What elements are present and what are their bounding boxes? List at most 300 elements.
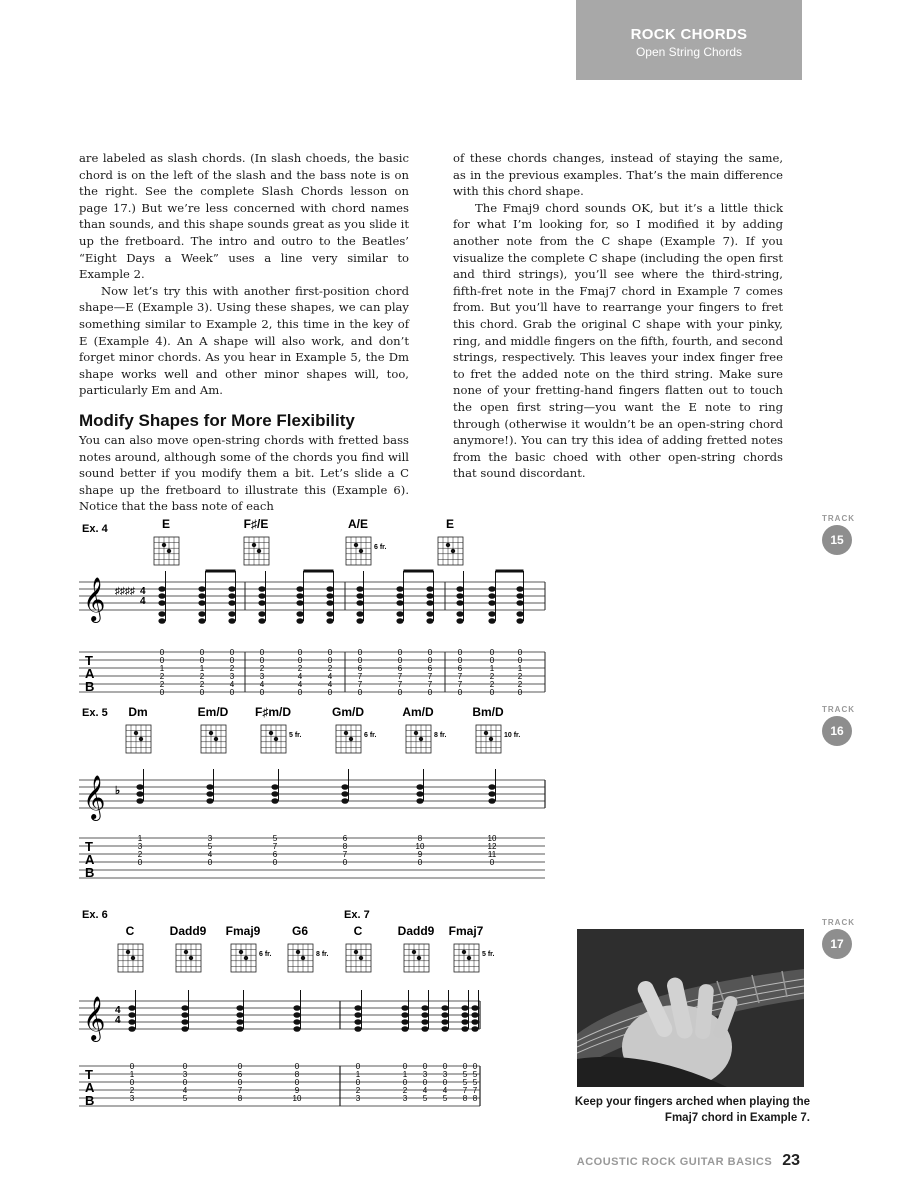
chord-grid <box>176 944 201 972</box>
notehead <box>461 1026 468 1032</box>
notehead <box>441 1005 448 1011</box>
chord-name: A/E <box>347 517 369 531</box>
tab-number: 0 <box>207 858 213 867</box>
notehead <box>441 1019 448 1025</box>
notehead <box>296 593 303 599</box>
tab-number: 0 <box>442 1078 448 1087</box>
tab-number: 2 <box>355 1086 361 1095</box>
chord-dot <box>209 731 213 735</box>
tab-number: 0 <box>422 1078 428 1087</box>
right-column <box>453 150 783 482</box>
fret-label: 8 fr. <box>316 951 329 958</box>
tab-number: 4 <box>207 850 213 859</box>
left-paragraph-3: You can also move open-string chords with fretted bass notes around, although some of the chords you find will sound better if you modify them a bit. Let’s slide a C shape up the fretboard to illustrate this (Example 6). Notice that the bass note of each <box>79 432 409 514</box>
tab-number: 5 <box>422 1094 428 1103</box>
tab-number: 0 <box>517 648 523 657</box>
chord-dot <box>214 737 218 741</box>
section-heading: Modify Shapes for More Flexibility <box>79 410 355 430</box>
notehead <box>326 586 333 592</box>
tab-number: 0 <box>489 688 495 697</box>
tab-number: 10 <box>415 842 425 851</box>
tab-number: 0 <box>159 688 165 697</box>
chord-dot <box>252 543 256 547</box>
notehead <box>426 593 433 599</box>
tab-number: 12 <box>487 842 497 851</box>
tab-number: 0 <box>427 688 433 697</box>
chord-dot <box>462 950 466 954</box>
notehead <box>421 1005 428 1011</box>
notehead <box>293 1005 300 1011</box>
tab-number: 0 <box>159 656 165 665</box>
tab-clef-letter: T <box>85 839 93 854</box>
chord-name: Gm/D <box>331 705 365 719</box>
tab-number: 4 <box>327 672 333 681</box>
notehead <box>516 586 523 592</box>
notehead <box>516 593 523 599</box>
tab-number: 0 <box>294 1062 300 1071</box>
tab-number: 4 <box>182 1086 188 1095</box>
tab-number: 0 <box>355 1062 361 1071</box>
tab-number: 4 <box>297 672 303 681</box>
notehead <box>271 791 278 797</box>
example-label: Ex. 7 <box>344 909 370 921</box>
fret-label: 6 fr. <box>364 732 377 739</box>
tab-number: 0 <box>327 648 333 657</box>
tab-number: 10 <box>487 834 497 843</box>
tab-number: 3 <box>259 672 265 681</box>
tab-number: 5 <box>462 1070 468 1079</box>
notehead <box>128 1019 135 1025</box>
tab-number: 0 <box>199 656 205 665</box>
tab-number: 3 <box>229 672 235 681</box>
chord-name: F♯m/D <box>255 705 291 719</box>
tab-number: 1 <box>159 664 165 673</box>
chord-name: Dadd9 <box>169 924 207 938</box>
notehead <box>356 586 363 592</box>
notehead <box>198 611 205 617</box>
tab-number: 0 <box>397 656 403 665</box>
notehead <box>158 611 165 617</box>
left-column <box>79 150 409 515</box>
tab-number: 0 <box>417 858 423 867</box>
tab-number: 0 <box>327 688 333 697</box>
tab-number: 0 <box>129 1062 135 1071</box>
notehead <box>181 1012 188 1018</box>
chord-dot <box>414 731 418 735</box>
notehead <box>228 593 235 599</box>
chord-dot <box>359 549 363 553</box>
section-tab <box>576 0 802 80</box>
notehead <box>426 618 433 624</box>
tab-number: 0 <box>229 656 235 665</box>
tab-number: 3 <box>137 842 143 851</box>
chord-name: G6 <box>291 924 309 938</box>
example-label: Ex. 6 <box>82 909 108 921</box>
chord-grid <box>118 944 143 972</box>
notehead <box>356 593 363 599</box>
notehead <box>488 611 495 617</box>
example-label: Ex. 5 <box>82 707 108 719</box>
notehead <box>206 798 213 804</box>
notehead <box>228 618 235 624</box>
tab-number: 4 <box>229 680 235 689</box>
tab-number: 1 <box>137 834 143 843</box>
tab-number: 0 <box>237 1078 243 1087</box>
track-label: TRACK <box>822 705 855 714</box>
chord-dot <box>274 737 278 741</box>
tab-number: 0 <box>327 656 333 665</box>
tab-number: 0 <box>297 688 303 697</box>
tab-number: 0 <box>199 648 205 657</box>
notehead <box>488 784 495 790</box>
notehead <box>158 586 165 592</box>
tab-number: 0 <box>397 648 403 657</box>
fret-label: 6 fr. <box>374 544 387 551</box>
key-signature: ♭ <box>115 785 121 797</box>
chord-grid <box>244 537 269 565</box>
tab-number: 0 <box>342 858 348 867</box>
notehead <box>181 1005 188 1011</box>
notehead <box>516 600 523 606</box>
notehead <box>471 1012 478 1018</box>
notehead <box>198 586 205 592</box>
time-signature: 4 <box>115 1015 121 1026</box>
track-label: TRACK <box>822 918 855 927</box>
notehead <box>456 618 463 624</box>
tab-number: 11 <box>487 850 497 859</box>
notehead <box>181 1026 188 1032</box>
notehead <box>426 611 433 617</box>
tab-number: 6 <box>397 664 403 673</box>
notehead <box>488 586 495 592</box>
notehead <box>198 600 205 606</box>
tab-number: 0 <box>357 688 363 697</box>
tab-number: 0 <box>259 656 265 665</box>
tab-number: 5 <box>472 1070 478 1079</box>
tab-number: 3 <box>129 1094 135 1103</box>
tab-number: 7 <box>397 680 403 689</box>
book-title: ACOUSTIC ROCK GUITAR BASICS <box>576 1156 773 1168</box>
notehead <box>456 600 463 606</box>
chord-dot <box>139 737 143 741</box>
chord-grid <box>288 944 313 972</box>
tab-number: 6 <box>427 664 433 673</box>
notehead <box>396 586 403 592</box>
notehead <box>461 1005 468 1011</box>
tab-number: 6 <box>342 834 348 843</box>
chord-dot <box>189 956 193 960</box>
notehead <box>258 593 265 599</box>
notehead <box>293 1012 300 1018</box>
time-signature: 4 <box>140 586 146 597</box>
notehead <box>426 600 433 606</box>
notehead <box>421 1026 428 1032</box>
tab-number: 0 <box>229 648 235 657</box>
notehead <box>456 586 463 592</box>
chord-dot <box>167 549 171 553</box>
notehead <box>236 1026 243 1032</box>
notehead <box>206 791 213 797</box>
notehead <box>136 791 143 797</box>
tab-clef-letter: T <box>85 653 93 668</box>
chord-dot <box>269 731 273 735</box>
chord-dot <box>359 956 363 960</box>
tab-number: 0 <box>294 1078 300 1087</box>
notehead <box>198 593 205 599</box>
chord-grid <box>346 537 371 565</box>
notehead <box>136 784 143 790</box>
chord-name: Am/D <box>402 705 434 719</box>
notehead <box>441 1012 448 1018</box>
chord-dot <box>239 950 243 954</box>
chord-dot <box>467 956 471 960</box>
tab-number: 7 <box>472 1086 478 1095</box>
tab-number: 4 <box>327 680 333 689</box>
tab-number: 2 <box>489 680 495 689</box>
notehead <box>401 1005 408 1011</box>
tab-number: 2 <box>259 664 265 673</box>
tab-number: 2 <box>199 672 205 681</box>
tab-number: 0 <box>462 1062 468 1071</box>
notehead <box>296 586 303 592</box>
tab-number: 0 <box>427 656 433 665</box>
tab-number: 4 <box>297 680 303 689</box>
tab-number: 7 <box>342 850 348 859</box>
chord-grid <box>126 725 151 753</box>
notehead <box>326 600 333 606</box>
notehead <box>488 600 495 606</box>
treble-clef: 𝄞 <box>83 579 106 621</box>
chord-name: Fmaj7 <box>448 924 484 938</box>
tab-number: 8 <box>417 834 423 843</box>
tab-number: 2 <box>517 680 523 689</box>
notehead <box>396 618 403 624</box>
notehead <box>461 1019 468 1025</box>
left-paragraph-1: are labeled as slash chords. (In slash choeds, the basic chord is on the left of the slash and the bass note is on the right. See the complete Slash Chords lesson on page 17.) But we’re less concerned with chord names than sounds, and this shape sounds great as you slide it up the fretboard. The intro and outro to the Beatles’ “Eight Days a Week” uses a line very similar to Example 2. <box>79 151 409 282</box>
chord-dot <box>412 950 416 954</box>
notehead <box>228 586 235 592</box>
tab-number: 4 <box>422 1086 428 1095</box>
fret-label: 10 fr. <box>504 732 521 739</box>
tab-number: 2 <box>327 664 333 673</box>
chord-dot <box>417 956 421 960</box>
tab-number: 6 <box>357 664 363 673</box>
tab-number: 2 <box>489 672 495 681</box>
chord-grid <box>346 944 371 972</box>
notehead <box>128 1012 135 1018</box>
chord-name: Dadd9 <box>397 924 435 938</box>
tab-number: 0 <box>402 1078 408 1087</box>
chord-name: E <box>445 517 455 531</box>
notehead <box>293 1026 300 1032</box>
chord-dot <box>354 543 358 547</box>
notehead <box>401 1012 408 1018</box>
tab-number: 5 <box>472 1078 478 1087</box>
notehead <box>271 798 278 804</box>
notehead <box>421 1012 428 1018</box>
tab-number: 7 <box>457 680 463 689</box>
tab-clef-letter: B <box>85 1093 95 1108</box>
notehead <box>354 1026 361 1032</box>
tab-clef-letter: B <box>85 865 95 880</box>
notehead <box>258 611 265 617</box>
tab-number: 0 <box>517 656 523 665</box>
tab-number: 0 <box>237 1062 243 1071</box>
chord-dot <box>451 549 455 553</box>
tab-number: 0 <box>427 648 433 657</box>
chord-grid <box>404 944 429 972</box>
chord-grid <box>201 725 226 753</box>
tab-number: 6 <box>272 850 278 859</box>
tab-number: 0 <box>489 648 495 657</box>
example-label: Ex. 4 <box>82 523 108 535</box>
chord-name: C <box>125 924 135 938</box>
tab-number: 8 <box>472 1094 478 1103</box>
chord-name: Fmaj9 <box>225 924 261 938</box>
tab-number: 1 <box>129 1070 135 1079</box>
chord-grid <box>154 537 179 565</box>
notehead <box>354 1012 361 1018</box>
chord-dot <box>354 950 358 954</box>
fret-label: 8 fr. <box>434 732 447 739</box>
tab-number: 0 <box>472 1062 478 1071</box>
notehead <box>416 784 423 790</box>
chord-grid <box>406 725 431 753</box>
notehead <box>356 611 363 617</box>
tab-number: 7 <box>462 1086 468 1095</box>
tab-number: 2 <box>402 1086 408 1095</box>
tab-number: 0 <box>357 656 363 665</box>
chord-grid <box>476 725 501 753</box>
notehead <box>356 600 363 606</box>
chord-dot <box>446 543 450 547</box>
notehead <box>356 618 363 624</box>
tab-number: 7 <box>357 680 363 689</box>
chord-dot <box>134 731 138 735</box>
notehead <box>396 611 403 617</box>
notehead <box>296 600 303 606</box>
chord-name: F♯/E <box>243 517 269 531</box>
notehead <box>401 1026 408 1032</box>
chord-name: Dm <box>128 705 148 719</box>
tab-number: 5 <box>207 842 213 851</box>
chord-dot <box>349 737 353 741</box>
tab-number: 2 <box>229 664 235 673</box>
tab-number: 0 <box>457 688 463 697</box>
notehead <box>198 618 205 624</box>
notehead <box>516 611 523 617</box>
tab-number: 1 <box>402 1070 408 1079</box>
tab-number: 0 <box>137 858 143 867</box>
notehead <box>326 618 333 624</box>
tab-clef-letter: A <box>85 852 95 867</box>
tab-clef-letter: A <box>85 1080 95 1095</box>
tab-number: 0 <box>229 688 235 697</box>
tab-number: 6 <box>237 1070 243 1079</box>
chord-dot <box>296 950 300 954</box>
notehead <box>228 600 235 606</box>
right-paragraph-1: of these chords changes, instead of staying the same, as in the previous examples. That’s the main difference with this chord shape. <box>453 151 783 199</box>
chord-dot <box>162 543 166 547</box>
left-paragraph-2: Now let’s try this with another first-position chord shape—E (Example 3). Using these shapes, we can play something similar to Example 2, this time in the key of E (Example 4). An A shape will also work, and don’t forget minor chords. As you hear in Example 5, the Dm shape works well and other minor shapes will, too, particularly Em and Am. <box>79 283 409 398</box>
notehead <box>456 611 463 617</box>
tab-number: 7 <box>427 672 433 681</box>
track-17-badge: 17 <box>822 929 852 959</box>
tab-number: 6 <box>457 664 463 673</box>
tab-number: 10 <box>292 1094 302 1103</box>
time-signature: 4 <box>115 1005 121 1016</box>
tab-number: 7 <box>457 672 463 681</box>
chord-name: C <box>353 924 363 938</box>
tab-number: 0 <box>442 1062 448 1071</box>
tab-number: 7 <box>357 672 363 681</box>
notehead <box>456 593 463 599</box>
tab-clef-letter: A <box>85 666 95 681</box>
tab-number: 2 <box>129 1086 135 1095</box>
chord-grid <box>231 944 256 972</box>
tab-number: 1 <box>489 664 495 673</box>
tab-number: 2 <box>159 680 165 689</box>
track-15-badge: 15 <box>822 525 852 555</box>
tab-number: 3 <box>182 1070 188 1079</box>
treble-clef: 𝄞 <box>83 777 106 819</box>
tab-number: 9 <box>417 850 423 859</box>
tab-number: 0 <box>489 858 495 867</box>
chord-grid <box>261 725 286 753</box>
tab-number: 0 <box>297 648 303 657</box>
tab-number: 0 <box>159 648 165 657</box>
notehead <box>416 791 423 797</box>
notehead <box>354 1019 361 1025</box>
notehead <box>128 1026 135 1032</box>
notehead <box>426 586 433 592</box>
tab-number: 2 <box>199 680 205 689</box>
notehead <box>471 1005 478 1011</box>
tab-number: 8 <box>294 1070 300 1079</box>
notehead <box>488 618 495 624</box>
page-footer <box>577 1152 800 1170</box>
tab-clef-letter: B <box>85 679 95 694</box>
track-label: TRACK <box>822 514 855 523</box>
notehead <box>296 611 303 617</box>
section-subtitle: Open String Chords <box>635 45 743 59</box>
tab-number: 3 <box>442 1070 448 1079</box>
notehead <box>461 1012 468 1018</box>
tab-number: 3 <box>422 1070 428 1079</box>
tab-number: 0 <box>422 1062 428 1071</box>
chord-name: Bm/D <box>472 705 504 719</box>
notehead <box>158 618 165 624</box>
tab-number: 9 <box>294 1086 300 1095</box>
notehead <box>236 1019 243 1025</box>
chord-grid <box>454 944 479 972</box>
notehead <box>516 618 523 624</box>
tab-number: 0 <box>517 688 523 697</box>
guitar-hand-photo <box>577 929 804 1087</box>
chord-dot <box>419 737 423 741</box>
fret-label: 5 fr. <box>289 732 302 739</box>
chord-grid <box>438 537 463 565</box>
notehead <box>341 798 348 804</box>
chord-name: E <box>161 517 171 531</box>
notehead <box>396 600 403 606</box>
photo-caption: Keep your fingers arched when playing the Fmaj7 chord in Example 7. <box>574 1096 810 1124</box>
tab-number: 1 <box>199 664 205 673</box>
tab-number: 7 <box>237 1086 243 1095</box>
tab-number: 0 <box>457 656 463 665</box>
tab-number: 0 <box>129 1078 135 1087</box>
page-number: 23 <box>782 1152 800 1169</box>
